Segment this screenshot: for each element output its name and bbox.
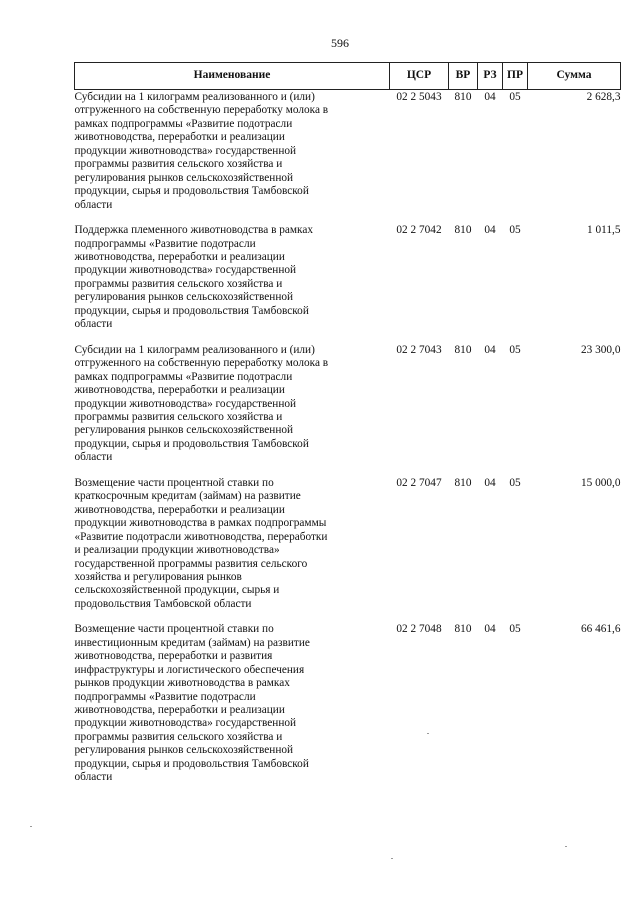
row-name-line: животноводства, переработки и реализации: [74, 131, 285, 144]
row-csr-cell: 02 2 5043: [396, 91, 442, 103]
header-row: [75, 63, 621, 90]
row-sum-cell: 23 300,0: [580, 343, 621, 356]
row-name-line: регулирования рынков сельскохозяйственной: [74, 424, 294, 437]
row-rz-cell: 04: [484, 91, 496, 103]
row-name-line: регулирования рынков сельскохозяйственной: [74, 744, 294, 757]
row-name-line: «Развитие подотрасли животноводства, переработки: [74, 530, 328, 543]
row-name-line: подпрограммы «Развитие подотрасли: [74, 237, 256, 250]
table-body: [75, 90, 621, 785]
row-spacer: [75, 465, 621, 476]
row-name-cell: [75, 343, 390, 465]
row-name-cell: [75, 90, 390, 213]
row-name-line: сельскохозяйственной продукции, сырья и: [74, 584, 280, 597]
row-name-line: области: [74, 451, 113, 464]
row-name-line: продукции, сырья и продовольствия Тамбовской: [74, 437, 309, 450]
row-name-line: животноводства, переработки и реализации: [74, 503, 285, 516]
table-row: [75, 476, 621, 612]
header-pr: ПР: [503, 63, 528, 90]
scan-speck: [565, 846, 567, 847]
table-row: [75, 90, 621, 213]
scan-speck: [427, 733, 429, 734]
row-name-line: краткосрочным кредитам (займам) на развитие: [74, 490, 301, 503]
row-spacer: [75, 332, 621, 343]
row-vr-cell: 810: [454, 623, 472, 636]
row-name-cell: [75, 223, 390, 332]
row-sum-cell: 66 461,6: [580, 623, 621, 636]
row-name-line: рамках подпрограммы «Развитие подотрасли: [74, 117, 293, 130]
row-name-line: продукции, сырья и продовольствия Тамбовской: [74, 304, 309, 317]
row-name-line: Возмещение части процентной ставки по: [74, 623, 274, 636]
row-rz-cell: 04: [484, 224, 496, 237]
row-name-line: инвестиционным кредитам (займам) на развитие: [74, 636, 310, 649]
scan-speck: [391, 858, 393, 859]
row-name-line: продукции животноводства» государственной: [74, 717, 297, 730]
page-number: 596: [331, 36, 349, 50]
row-name-line: программы развития сельского хозяйства и: [74, 277, 283, 290]
row-name-line: хозяйства и регулирования рынков: [74, 570, 242, 583]
table-row: [75, 223, 621, 332]
row-name-line: программы развития сельского хозяйства и: [74, 410, 283, 423]
row-name-line: животноводства, переработки и реализации: [74, 250, 285, 263]
row-name-line: продукции животноводства» государственной: [74, 144, 297, 157]
row-name-line: области: [74, 318, 113, 331]
row-csr-cell: 02 2 7042: [396, 224, 442, 237]
header-rz: РЗ: [478, 63, 503, 90]
row-sum-cell: 1 011,5: [587, 224, 621, 237]
row-name-line: Поддержка племенного животноводства в рамках: [74, 224, 314, 237]
row-name-line: программы развития сельского хозяйства и: [74, 730, 283, 743]
table-row: [75, 343, 621, 465]
row-csr-cell: 02 2 7043: [396, 343, 442, 356]
row-vr-cell: 810: [454, 91, 472, 103]
row-spacer-cell: [75, 611, 621, 622]
row-name-line: и реализации продукции животноводства»: [74, 544, 280, 557]
row-name-line: продукции, сырья и продовольствия Тамбовской: [74, 185, 309, 198]
row-name-line: рамках подпрограммы «Развитие подотрасли: [74, 370, 293, 383]
row-name-cell: [75, 476, 390, 612]
row-spacer-cell: [75, 332, 621, 343]
row-spacer: [75, 611, 621, 622]
row-spacer: [75, 212, 621, 223]
row-name-line: области: [74, 198, 113, 211]
table-row: [75, 622, 621, 784]
row-rz-cell: 04: [484, 343, 496, 356]
row-name-line: регулирования рынков сельскохозяйственной: [74, 171, 294, 184]
row-csr-cell: 02 2 7047: [396, 476, 442, 489]
row-pr-cell: 05: [509, 623, 521, 636]
header-sum: Сумма: [528, 63, 621, 90]
row-spacer-cell: [75, 465, 621, 476]
row-pr-cell: 05: [509, 476, 521, 489]
row-name-line: инфраструктуры и логистического обеспечения: [74, 663, 305, 676]
row-name-line: продукции животноводства» государственной: [74, 264, 297, 277]
row-name-line: подпрограммы «Развитие подотрасли: [74, 690, 256, 703]
row-name-line: Субсидии на 1 килограмм реализованного и (или): [74, 343, 315, 356]
scan-speck: [30, 826, 32, 827]
row-name-line: государственной программы развития сельского: [74, 557, 308, 570]
row-sum-cell: 15 000,0: [580, 476, 621, 489]
row-rz-cell: 04: [484, 623, 496, 636]
row-name-line: животноводства, переработки и развития: [74, 650, 273, 663]
row-name-line: регулирования рынков сельскохозяйственной: [74, 291, 294, 304]
row-csr-cell: 02 2 7048: [396, 623, 442, 636]
row-name-line: отгруженного на собственную переработку молока в: [74, 104, 329, 117]
row-name-line: продовольствия Тамбовской области: [74, 597, 252, 610]
row-spacer-cell: [75, 212, 621, 223]
row-name-line: Субсидии на 1 килограмм реализованного и (или): [74, 91, 315, 103]
header-name: Наименование: [75, 63, 390, 90]
row-name-line: животноводства, переработки и реализации: [74, 704, 285, 717]
budget-table: [74, 62, 621, 785]
row-pr-cell: 05: [509, 343, 521, 356]
row-name-line: рынков продукции животноводства в рамках: [74, 677, 290, 690]
row-name-line: животноводства, переработки и реализации: [74, 384, 285, 397]
row-rz-cell: 04: [484, 476, 496, 489]
row-name-line: Возмещение части процентной ставки по: [74, 476, 274, 489]
header-csr: ЦСР: [390, 63, 449, 90]
row-name-line: продукции животноводства» государственной: [74, 397, 297, 410]
row-pr-cell: 05: [509, 91, 521, 103]
row-name-line: программы развития сельского хозяйства и: [74, 158, 283, 171]
row-name-line: продукции животноводства в рамках подпрограммы: [74, 517, 327, 530]
row-pr-cell: 05: [509, 224, 521, 237]
row-vr-cell: 810: [454, 476, 472, 489]
row-sum-cell: 2 628,3: [586, 91, 621, 103]
row-vr-cell: 810: [454, 343, 472, 356]
table-header: [75, 63, 621, 90]
row-name-line: продукции, сырья и продовольствия Тамбовской: [74, 757, 309, 770]
row-name-line: отгруженного на собственную переработку молока в: [74, 357, 329, 370]
row-vr-cell: 810: [454, 224, 472, 237]
row-name-cell: [75, 622, 390, 784]
row-name-line: области: [74, 771, 113, 784]
header-vr: ВР: [449, 63, 478, 90]
